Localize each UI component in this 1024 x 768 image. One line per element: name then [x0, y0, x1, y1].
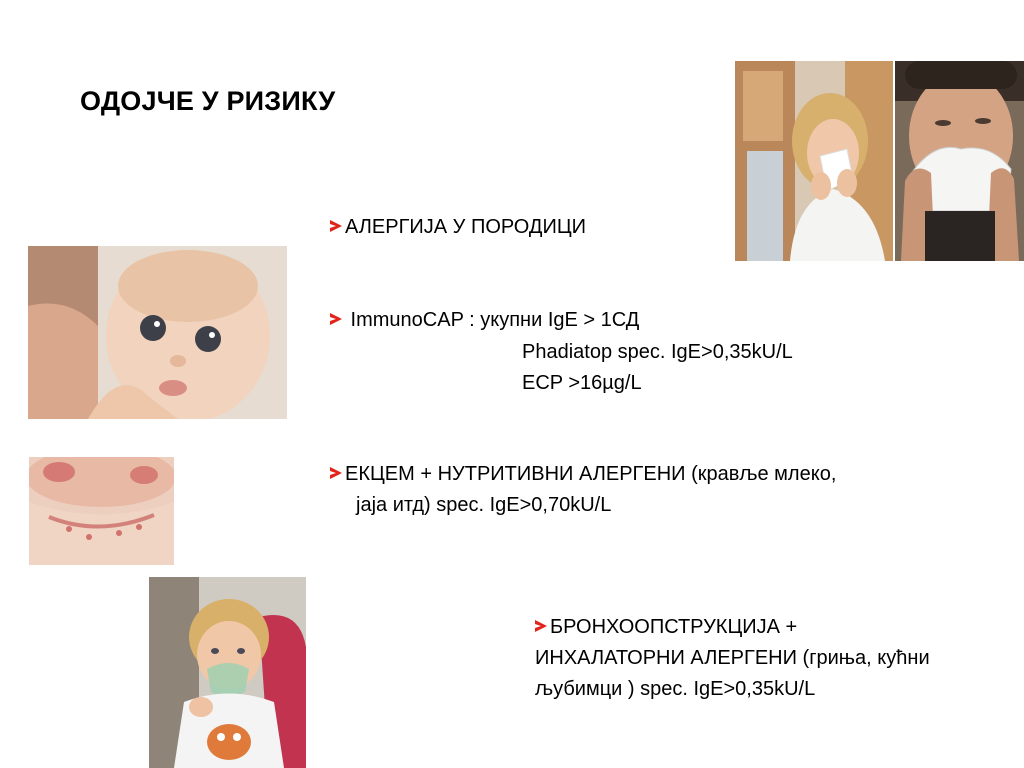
bullet-bronchoobstruction-line3: љубимци ) spec. IgE>0,35kU/L	[535, 678, 816, 700]
bullet-arrow-icon	[330, 220, 342, 232]
man-blowing-nose-photo	[895, 61, 1024, 261]
bullet-eczema: ЕКЦЕМ + НУТРИТИВНИ АЛЕРГЕНИ (крављe млеко,	[330, 459, 836, 489]
woman-sneezing-photo	[735, 61, 893, 261]
bullet-family-allergy: АЛЕРГИЈА У ПОРОДИЦИ	[330, 212, 586, 242]
bullet-arrow-icon	[330, 313, 342, 325]
bullet-bronchoobstruction-line2: ИНХАЛАТОРНИ АЛЕРГЕНИ (грињa, кућни	[535, 647, 930, 669]
bullet-immunocap-ecp: ECP >16µg/L	[522, 372, 642, 394]
bullet-eczema-line2: јаја итд) spec. IgE>0,70kU/L	[356, 494, 612, 516]
slide-title: ОДОЈЧЕ У РИЗИКУ	[80, 86, 336, 116]
toddler-inhaler-photo	[149, 577, 306, 768]
bullet-immunocap-phadiatop: Phadiatop spec. IgE>0,35kU/L	[522, 341, 793, 363]
bullet-bronchoobstruction: БРОНХООПСТРУКЦИЈА +	[535, 612, 797, 642]
bullet-immunocap: ImmunoCAP : укупни IgE > 1СД	[330, 305, 639, 335]
eczema-neck-photo	[29, 457, 174, 565]
baby-face-photo	[28, 246, 287, 419]
bullet-arrow-icon	[330, 467, 342, 479]
bullet-arrow-icon	[535, 620, 547, 632]
